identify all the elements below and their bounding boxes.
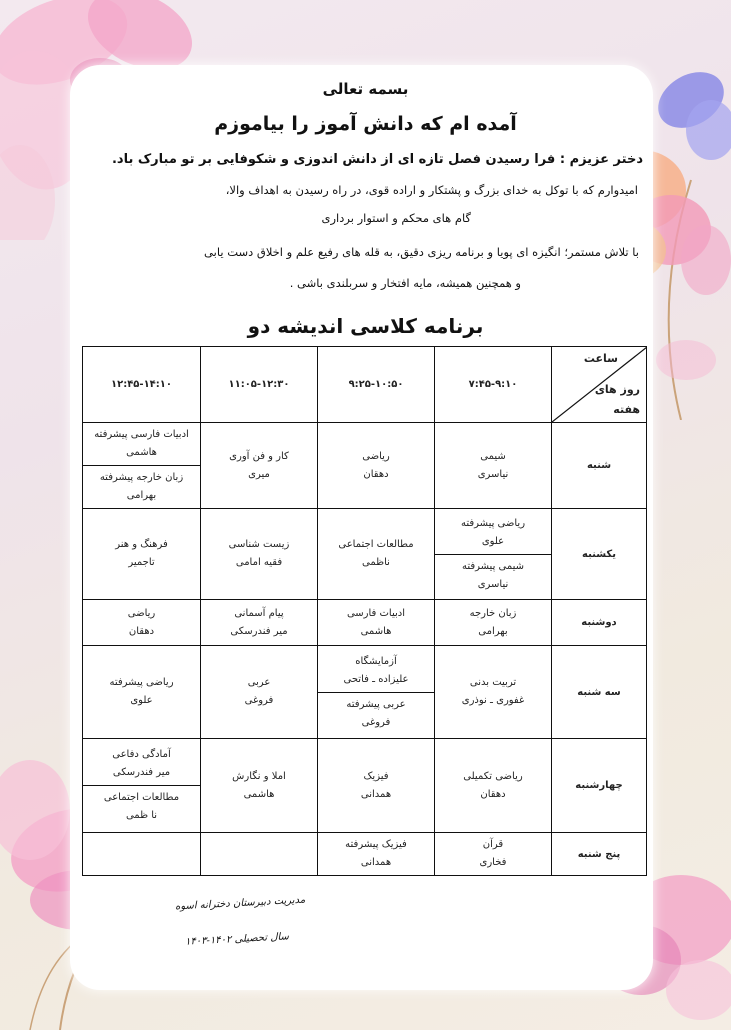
subject-name: شیمی [480,450,506,462]
subject-name: فرهنگ و هنر [115,539,168,550]
teacher-name: علوی [481,535,505,547]
time-header-3: ۱۱:۰۵-۱۲:۳۰ [201,347,318,423]
class-entry [318,650,434,692]
schedule-header-row [83,347,647,423]
class-slot-cell [83,739,201,833]
class-slot-cell [201,600,318,646]
subject-name: مطالعات اجتماعی [103,792,180,803]
class-slot-cell [201,739,318,833]
teacher-name: همدانی [360,788,392,800]
subject-name: زیست شناسی [228,539,290,550]
subject-name: پیام آسمانی [234,607,284,619]
day-label: پنج شنبه [552,833,647,876]
teacher-name: دهقان [128,625,155,637]
subtitle-line: دختر عزیزم : فرا رسیدن فصل تازه ای از دانش اندوزی و شکوفایی بر تو مبارک باد. [111,152,643,167]
class-slot-cell [435,833,552,876]
teacher-name: دهقان [480,788,506,800]
class-entry [318,445,434,487]
table-row [83,646,647,739]
class-slot-cell [318,646,435,739]
page-title: آمده ام که دانش آموز را بیاموزم [214,113,517,135]
subject-name: مطالعات اجتماعی [338,539,414,550]
class-slot-cell [83,423,201,509]
class-entry [435,833,551,875]
class-slot-cell [318,509,435,600]
teacher-name: ناظمی [362,557,390,568]
subject-name: ریاضی تکمیلی [463,770,523,782]
class-slot-cell [201,423,318,509]
teacher-name: بهرامی [126,490,157,501]
teacher-name: فقیه امامی [235,557,283,568]
signature-school-year: سال تحصیلی ۱۴۰۲-۱۴۰۳ [184,931,290,948]
day-label: دوشنبه [552,600,647,646]
subject-name: قرآن [482,839,504,850]
teacher-name: دهقان [363,468,389,480]
teacher-name: میر فندرسکی [230,625,288,637]
teacher-name: علیزاده ـ فاتحی [343,673,409,685]
class-entry [201,533,317,575]
subject-name: ریاضی پیشرفته [460,517,526,529]
subject-name: ریاضی [127,607,156,619]
class-entry [201,671,317,713]
class-entry [83,671,200,713]
class-entry [83,743,200,785]
teacher-name: همدانی [360,857,392,868]
corner-label-days-1: روز های [594,383,640,396]
class-entry [83,533,200,575]
class-entry [83,785,200,828]
class-slot-cell [435,423,552,509]
teacher-name: هاشمی [243,788,275,800]
class-entry [435,671,551,713]
subject-name: املا و نگارش [232,770,286,782]
class-entry [435,445,551,487]
teacher-name: هاشمی [360,625,392,637]
subject-name: فیزیک [363,770,389,782]
class-entry [318,533,434,575]
schedule-table [82,346,647,876]
teacher-name: تاجمیر [128,557,155,568]
class-entry [83,423,200,465]
class-slot-cell [318,423,435,509]
class-entry [201,765,317,807]
teacher-name: غفوری ـ نوذری [461,695,525,706]
paragraph-2-line-2: و همچنین همیشه، مایه افتخار و سربلندی باشی . [289,276,521,290]
teacher-name: علوی [130,695,153,706]
class-slot-cell [83,646,201,739]
corner-header-cell [552,347,647,423]
table-row [83,833,647,876]
subject-name: زبان خارجه [469,607,517,619]
subject-name: آمادگی دفاعی [112,749,171,760]
class-entry [201,445,317,487]
subject-name: ادبیات فارسی [346,607,406,619]
class-entry [318,602,434,644]
time-header-1: ۷:۴۵-۹:۱۰ [435,347,552,423]
day-label: شنبه [552,423,647,509]
subject-name: ریاضی پیشرفته [109,677,174,688]
paragraph-1-line-1: امیدوارم که با توکل به خدای بزرگ و پشتکار و اراده قوی، در راه رسیدن به اهداف والا، [225,183,638,197]
day-label: چهارشنبه [552,739,647,833]
class-slot-cell [83,833,201,876]
teacher-name: نا ظمی [125,810,158,821]
subject-name: تربیت بدنی [469,677,517,688]
class-slot-cell [83,509,201,600]
paragraph-2-line-1: با تلاش مستمر؛ انگیزه ای پویا و برنامه ریزی دقیق، به قله های رفیع علم و اخلاق دست یابی [204,245,639,259]
signature-principal: مدیریت دبیرستان دخترانه اسوه [174,894,306,913]
teacher-name: بهرامی [478,625,508,637]
class-entry [435,554,551,597]
subject-name: زبان خارجه پیشرفته [99,472,184,483]
class-slot-cell [83,600,201,646]
paragraph-1-line-2: گام های محکم و استوار برداری [321,211,471,225]
teacher-name: هاشمی [126,447,157,458]
time-header-4: ۱۲:۴۵-۱۴:۱۰ [83,347,201,423]
table-row [83,739,647,833]
class-entry [83,465,200,508]
teacher-name: میر فندرسکی [112,767,171,778]
class-entry [201,602,317,644]
class-slot-cell [201,833,318,876]
teacher-name: فخاری [479,857,507,868]
table-row [83,600,647,646]
table-row [83,423,647,509]
table-row [83,509,647,600]
class-slot-cell [318,739,435,833]
class-slot-cell [318,833,435,876]
teacher-name: نیاسری [477,578,509,590]
subject-name: عربی پیشرفته [346,698,406,710]
class-slot-cell [435,739,552,833]
class-entry [83,602,200,644]
subject-name: شیمی پیشرفته [461,560,525,572]
class-entry [318,833,434,875]
subject-name: آزمایشگاه [355,655,397,667]
teacher-name: نیاسری [477,468,509,480]
teacher-name: فروغی [244,695,274,706]
time-header-2: ۹:۲۵-۱۰:۵۰ [318,347,435,423]
teacher-name: میری [248,468,270,480]
class-entry [435,512,551,554]
class-slot-cell [318,600,435,646]
class-slot-cell [201,646,318,739]
subject-name: فیزیک پیشرفته [345,839,407,850]
schedule-title: برنامه کلاسی اندیشه دو [247,314,484,338]
class-entry [435,602,551,644]
class-slot-cell [435,509,552,600]
class-slot-cell [435,646,552,739]
day-label: یکشنبه [552,509,647,600]
class-entry [435,765,551,807]
subject-name: ادبیات فارسی پیشرفته [94,429,189,440]
bismillah-heading: بسمه تعالی [322,80,409,98]
teacher-name: فروغی [361,716,391,728]
subject-name: ریاضی [362,450,390,462]
subject-name: کار و فن آوری [229,450,289,462]
class-entry [318,692,434,735]
corner-label-time: ساعت [583,352,618,365]
class-slot-cell [435,600,552,646]
day-label: سه شنبه [552,646,647,739]
subject-name: عربی [247,677,271,688]
class-slot-cell [201,509,318,600]
class-entry [318,765,434,807]
corner-label-days-2: هفته [613,403,640,416]
